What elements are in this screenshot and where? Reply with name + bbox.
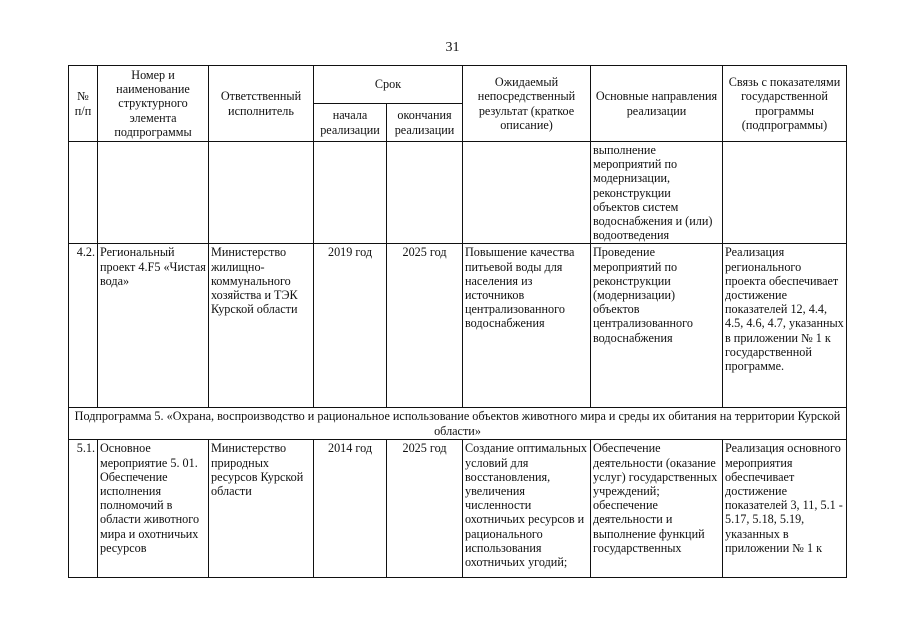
- table-row: [69, 244, 847, 408]
- header-term: Срок: [314, 66, 463, 104]
- table-row: [69, 440, 847, 578]
- header-directions: Основные направления реализации: [591, 66, 723, 142]
- program-table: [68, 65, 847, 578]
- row-start: 2019 год: [314, 244, 387, 408]
- row-link: Реализация основного мероприятия обеспечивает достижение показателей 3, 11, 5.1 - 5.17, 5.18, 5.19, указанных в приложении № 1 к: [723, 440, 847, 578]
- subprogram-row: [69, 408, 847, 440]
- row-link: [723, 142, 847, 244]
- row-name: [98, 142, 209, 244]
- row-directions: выполнение мероприятий по модернизации, реконструкции объектов систем водоснабжения и (или) водоотведения: [591, 142, 723, 244]
- page-number: 31: [445, 40, 460, 55]
- header-link: Связь с показателями государственной программы (подпрограммы): [723, 66, 847, 142]
- row-result: Повышение качества питьевой воды для населения из источников централизованного водоснабжения: [463, 244, 591, 408]
- row-num: 5.1.: [69, 440, 98, 578]
- row-result: [463, 142, 591, 244]
- row-executor: Министерство природных ресурсов Курской области: [209, 440, 314, 578]
- row-end: [387, 142, 463, 244]
- row-directions: Проведение мероприятий по реконструкции (модернизации) объектов централизованного водоснабжения: [591, 244, 723, 408]
- row-end: 2025 год: [387, 244, 463, 408]
- row-num: 4.2.: [69, 244, 98, 408]
- header-term-start: начала реализации: [314, 104, 387, 142]
- row-end: 2025 год: [387, 440, 463, 578]
- subprogram-header: Подпрограмма 5. «Охрана, воспроизводство и рациональное использование объектов животного мира и среды их обитания на территории Курской области»: [69, 408, 847, 440]
- header-executor: Ответственный исполнитель: [209, 66, 314, 142]
- row-start: [314, 142, 387, 244]
- header-num: № п/п: [69, 66, 98, 142]
- header-name: Номер и наименование структурного элемента подпрограммы: [98, 66, 209, 142]
- row-start: 2014 год: [314, 440, 387, 578]
- header-term-end: окончания реализации: [387, 104, 463, 142]
- row-num: [69, 142, 98, 244]
- header-result: Ожидаемый непосредственный результат (краткое описание): [463, 66, 591, 142]
- row-name: Региональный проект 4.F5 «Чистая вода»: [98, 244, 209, 408]
- table-row: [69, 142, 847, 244]
- row-directions: Обеспечение деятельности (оказание услуг) государственных учреждений; обеспечение деятельности и выполнение функций государственных: [591, 440, 723, 578]
- row-name: Основное мероприятие 5. 01. Обеспечение исполнения полномочий в области животного мира и охотничьих ресурсов: [98, 440, 209, 578]
- row-link: Реализация регионального проекта обеспечивает достижение показателей 12, 4.4, 4.5, 4.6, 4.7, указанных в приложении № 1 к государственной программе.: [723, 244, 847, 408]
- row-result: Создание оптимальных условий для восстановления, увеличения численности охотничьих ресурсов и рационального использования охотничьих угодий;: [463, 440, 591, 578]
- row-executor: [209, 142, 314, 244]
- row-executor: Министерство жилищно-коммунального хозяйства и ТЭК Курской области: [209, 244, 314, 408]
